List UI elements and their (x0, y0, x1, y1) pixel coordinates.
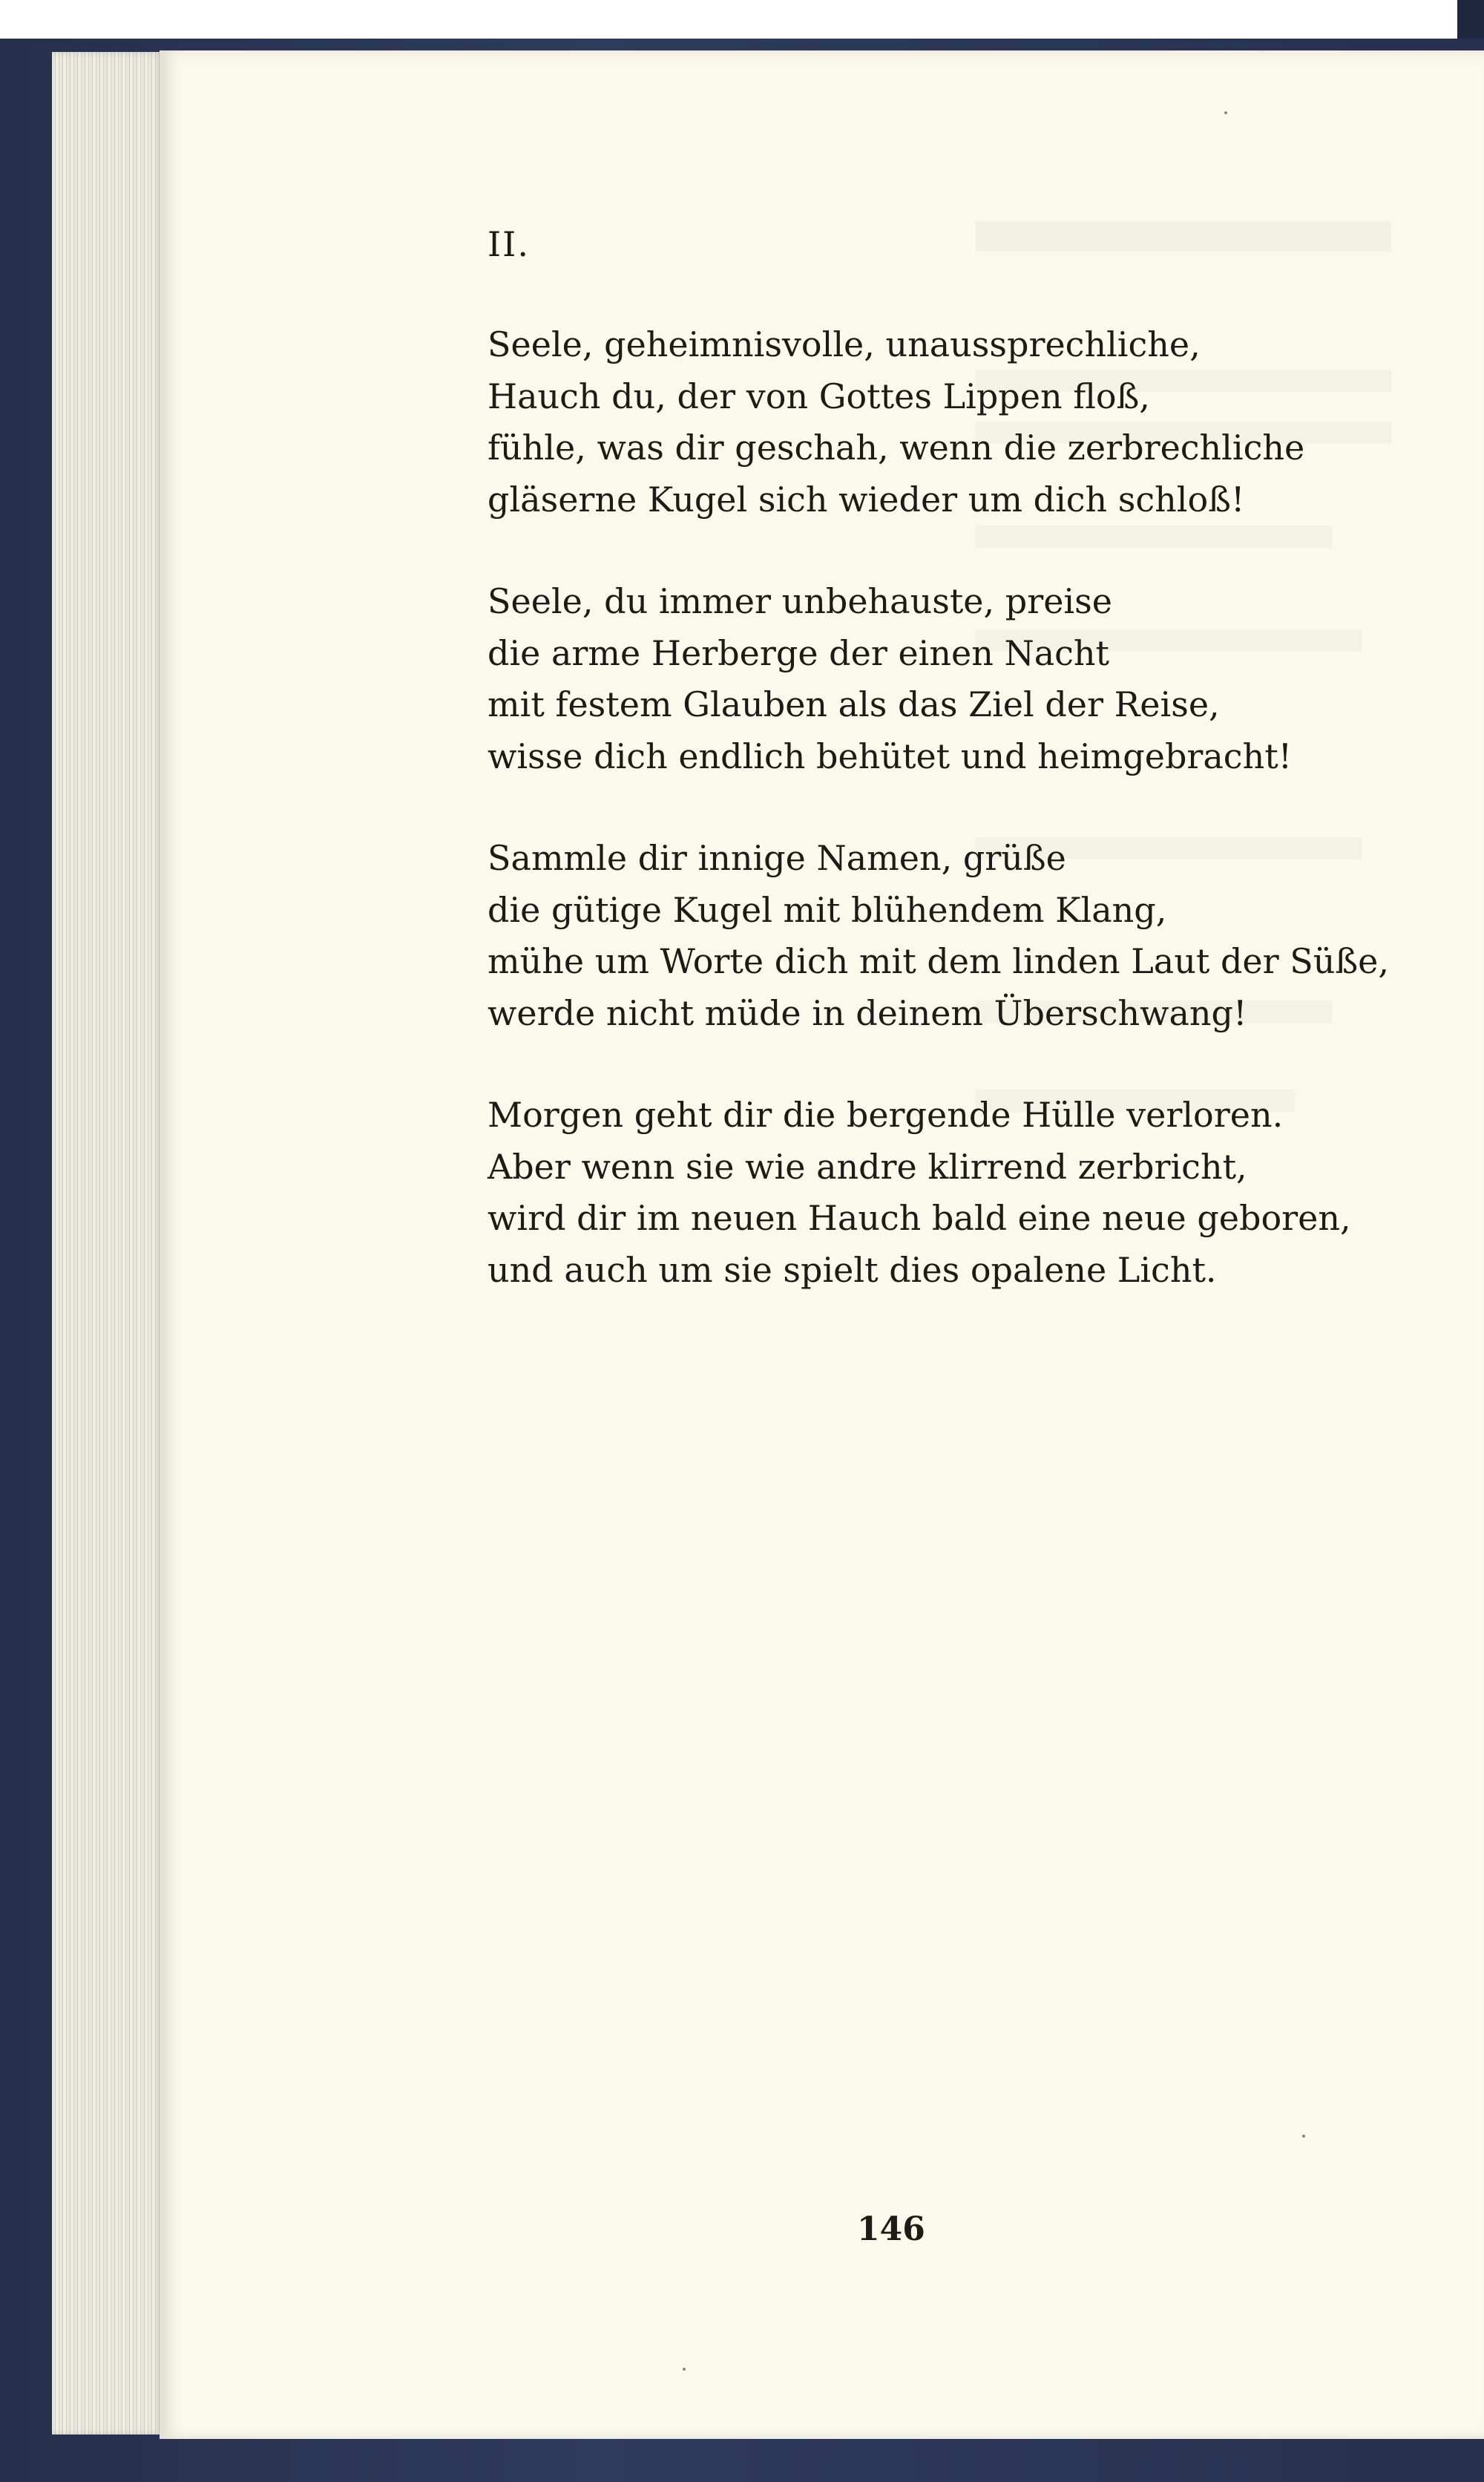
poem-line: werde nicht müde in deinem Überschwang! (487, 992, 1247, 1033)
poem-line: Hauch du, der von Gottes Lippen floß, (487, 376, 1150, 416)
stanza (487, 1090, 1452, 1296)
poem-line: wird dir im neuen Hauch bald eine neue geboren, (487, 1198, 1351, 1238)
poem-line: Seele, geheimnisvolle, unaussprechliche, (487, 324, 1201, 364)
stanza (487, 833, 1452, 1039)
poem (487, 319, 1452, 1346)
poem-line: Morgen geht dir die bergende Hülle verloren. (487, 1095, 1284, 1135)
paper-speck (1302, 2135, 1305, 2138)
paper-speck (1224, 111, 1227, 114)
page-edges (52, 52, 163, 2434)
poem-line: Seele, du immer unbehauste, preise (487, 581, 1112, 621)
top-margin (0, 0, 1484, 39)
cover-corner (1457, 0, 1484, 39)
section-number: II. (487, 224, 530, 264)
poem-line: Aber wenn sie wie andre klirrend zerbricht, (487, 1146, 1247, 1187)
poem-line: wisse dich endlich behütet und heimgebracht! (487, 736, 1293, 776)
poem-line: die arme Herberge der einen Nacht (487, 632, 1110, 673)
paper-speck (683, 2368, 686, 2371)
stanza (487, 576, 1452, 782)
poem-line: mit festem Glauben als das Ziel der Reise, (487, 684, 1220, 724)
poem-line: gläserne Kugel sich wieder um dich schloß! (487, 479, 1245, 520)
show-through (976, 221, 1391, 251)
poem-line: mühe um Worte dich mit dem linden Laut der Süße, (487, 941, 1389, 981)
poem-line: und auch um sie spielt dies opalene Licht. (487, 1249, 1217, 1290)
poem-line: Sammle dir innige Namen, grüße (487, 838, 1066, 878)
poem-line: die gütige Kugel mit blühendem Klang, (487, 889, 1167, 930)
poem-line: fühle, was dir geschah, wenn die zerbrechliche (487, 428, 1305, 468)
stanza (487, 319, 1452, 525)
page-number: 146 (857, 2210, 925, 2248)
